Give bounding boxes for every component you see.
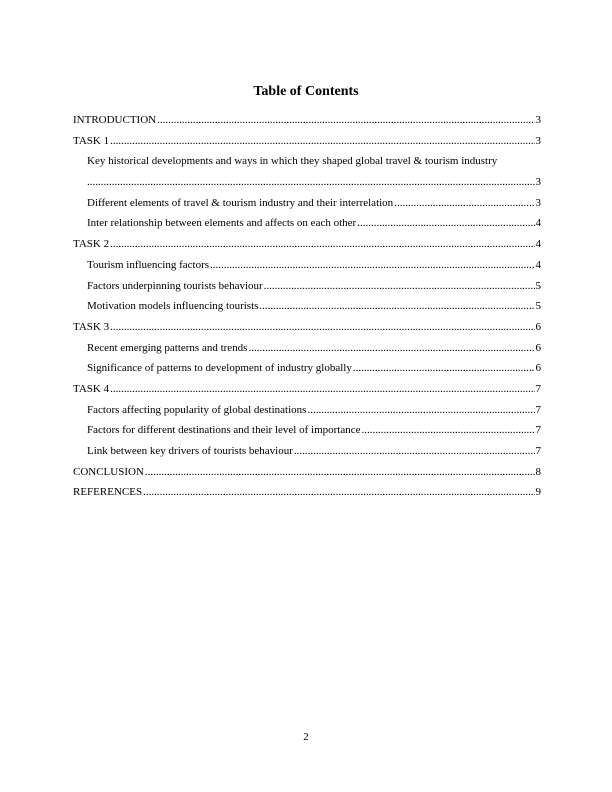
dot-leader	[110, 237, 534, 251]
toc-entry-inter-relationship[interactable]	[73, 216, 541, 237]
toc-entry-task-4[interactable]	[73, 382, 541, 403]
toc-entry-different-elements[interactable]	[73, 196, 541, 217]
dot-leader	[157, 113, 534, 127]
table-of-contents	[73, 113, 541, 506]
toc-entry-page: 5	[535, 300, 541, 313]
toc-entry-label: TASK 1	[73, 134, 110, 147]
toc-entry-label: Factors underpinning tourists behaviour	[87, 279, 263, 292]
dot-leader	[110, 134, 534, 148]
dot-leader	[87, 175, 535, 189]
toc-entry-label: INTRODUCTION	[73, 114, 157, 126]
toc-entry-page: 7	[535, 382, 541, 395]
toc-entry-label: Different elements of travel & tourism industry and their interrelation	[87, 196, 394, 209]
toc-entry-page: 6	[535, 320, 541, 333]
toc-entry-page: 3	[535, 114, 541, 126]
toc-entry-page: 6	[535, 341, 541, 354]
toc-entry-motivation-models[interactable]	[73, 299, 541, 320]
toc-entry-page: 4	[535, 238, 541, 251]
dot-leader	[264, 279, 535, 293]
dot-leader	[259, 299, 534, 313]
dot-leader	[110, 382, 534, 396]
toc-entry-recent-emerging-patterns[interactable]	[73, 341, 541, 362]
dot-leader	[353, 361, 535, 375]
toc-entry-conclusion[interactable]	[73, 465, 541, 486]
toc-title: Table of Contents	[253, 84, 359, 99]
toc-entry-label: Tourism influencing factors	[87, 258, 210, 271]
dot-leader	[357, 216, 534, 230]
dot-leader	[110, 320, 534, 334]
toc-entry-label: Recent emerging patterns and trends	[87, 341, 248, 354]
toc-entry-label: Significance of patterns to development of industry globally	[87, 362, 352, 375]
toc-entry-page: 7	[535, 424, 541, 437]
toc-entry-task-1[interactable]	[73, 134, 541, 155]
toc-entry-task-2[interactable]	[73, 237, 541, 258]
toc-entry-page: 3	[535, 196, 541, 209]
dot-leader	[307, 403, 534, 417]
toc-entry-label: Motivation models influencing tourists	[87, 300, 259, 313]
dot-leader	[362, 423, 535, 437]
toc-entry-label: TASK 3	[73, 320, 110, 333]
toc-entry-label: REFERENCES	[73, 486, 143, 499]
toc-entry-page: 4	[535, 258, 541, 271]
toc-entry-page: 4	[535, 217, 541, 230]
dot-leader	[394, 196, 534, 210]
toc-entry-page: 8	[535, 465, 541, 478]
toc-entry-factors-affecting-popularity[interactable]	[73, 403, 541, 424]
toc-entry-page: 5	[535, 279, 541, 292]
page-number: 2	[303, 731, 309, 743]
toc-entry-label: TASK 2	[73, 238, 110, 251]
toc-entry-label: TASK 4	[73, 382, 110, 395]
dot-leader	[143, 485, 534, 499]
toc-entry-page: 3	[535, 134, 541, 147]
dot-leader	[145, 465, 535, 479]
toc-entry-significance-of-patterns[interactable]	[73, 361, 541, 382]
toc-entry-task-3[interactable]	[73, 320, 541, 341]
toc-entry-page: 7	[535, 403, 541, 416]
toc-entry-label: Key historical developments and ways in which they shaped global travel & tourism industry	[87, 155, 498, 168]
toc-entry-references[interactable]	[73, 485, 541, 506]
toc-entry-page: 9	[535, 486, 541, 499]
toc-entry-factors-underpinning[interactable]	[73, 279, 541, 300]
dot-leader	[210, 258, 534, 272]
toc-entry-label: CONCLUSION	[73, 465, 144, 478]
toc-entry-page: 3	[535, 176, 541, 189]
toc-entry-label: Inter relationship between elements and affects on each other	[87, 217, 357, 230]
dot-leader	[294, 444, 535, 458]
toc-entry-page: 7	[535, 445, 541, 457]
toc-entry-key-historical-developments[interactable]	[73, 154, 541, 195]
toc-entry-tourism-influencing-factors[interactable]	[73, 258, 541, 279]
toc-entry-label: Factors for different destinations and their level of importance	[87, 424, 361, 437]
toc-entry-factors-for-different-destinations[interactable]	[73, 423, 541, 444]
toc-entry-label: Link between key drivers of tourists behaviour	[87, 445, 293, 457]
dot-leader	[248, 341, 534, 355]
toc-entry-link-between-key-drivers[interactable]	[73, 444, 541, 465]
toc-entry-page: 6	[535, 362, 541, 375]
toc-entry-introduction[interactable]	[73, 113, 541, 134]
toc-entry-label: Factors affecting popularity of global destinations	[87, 403, 307, 416]
